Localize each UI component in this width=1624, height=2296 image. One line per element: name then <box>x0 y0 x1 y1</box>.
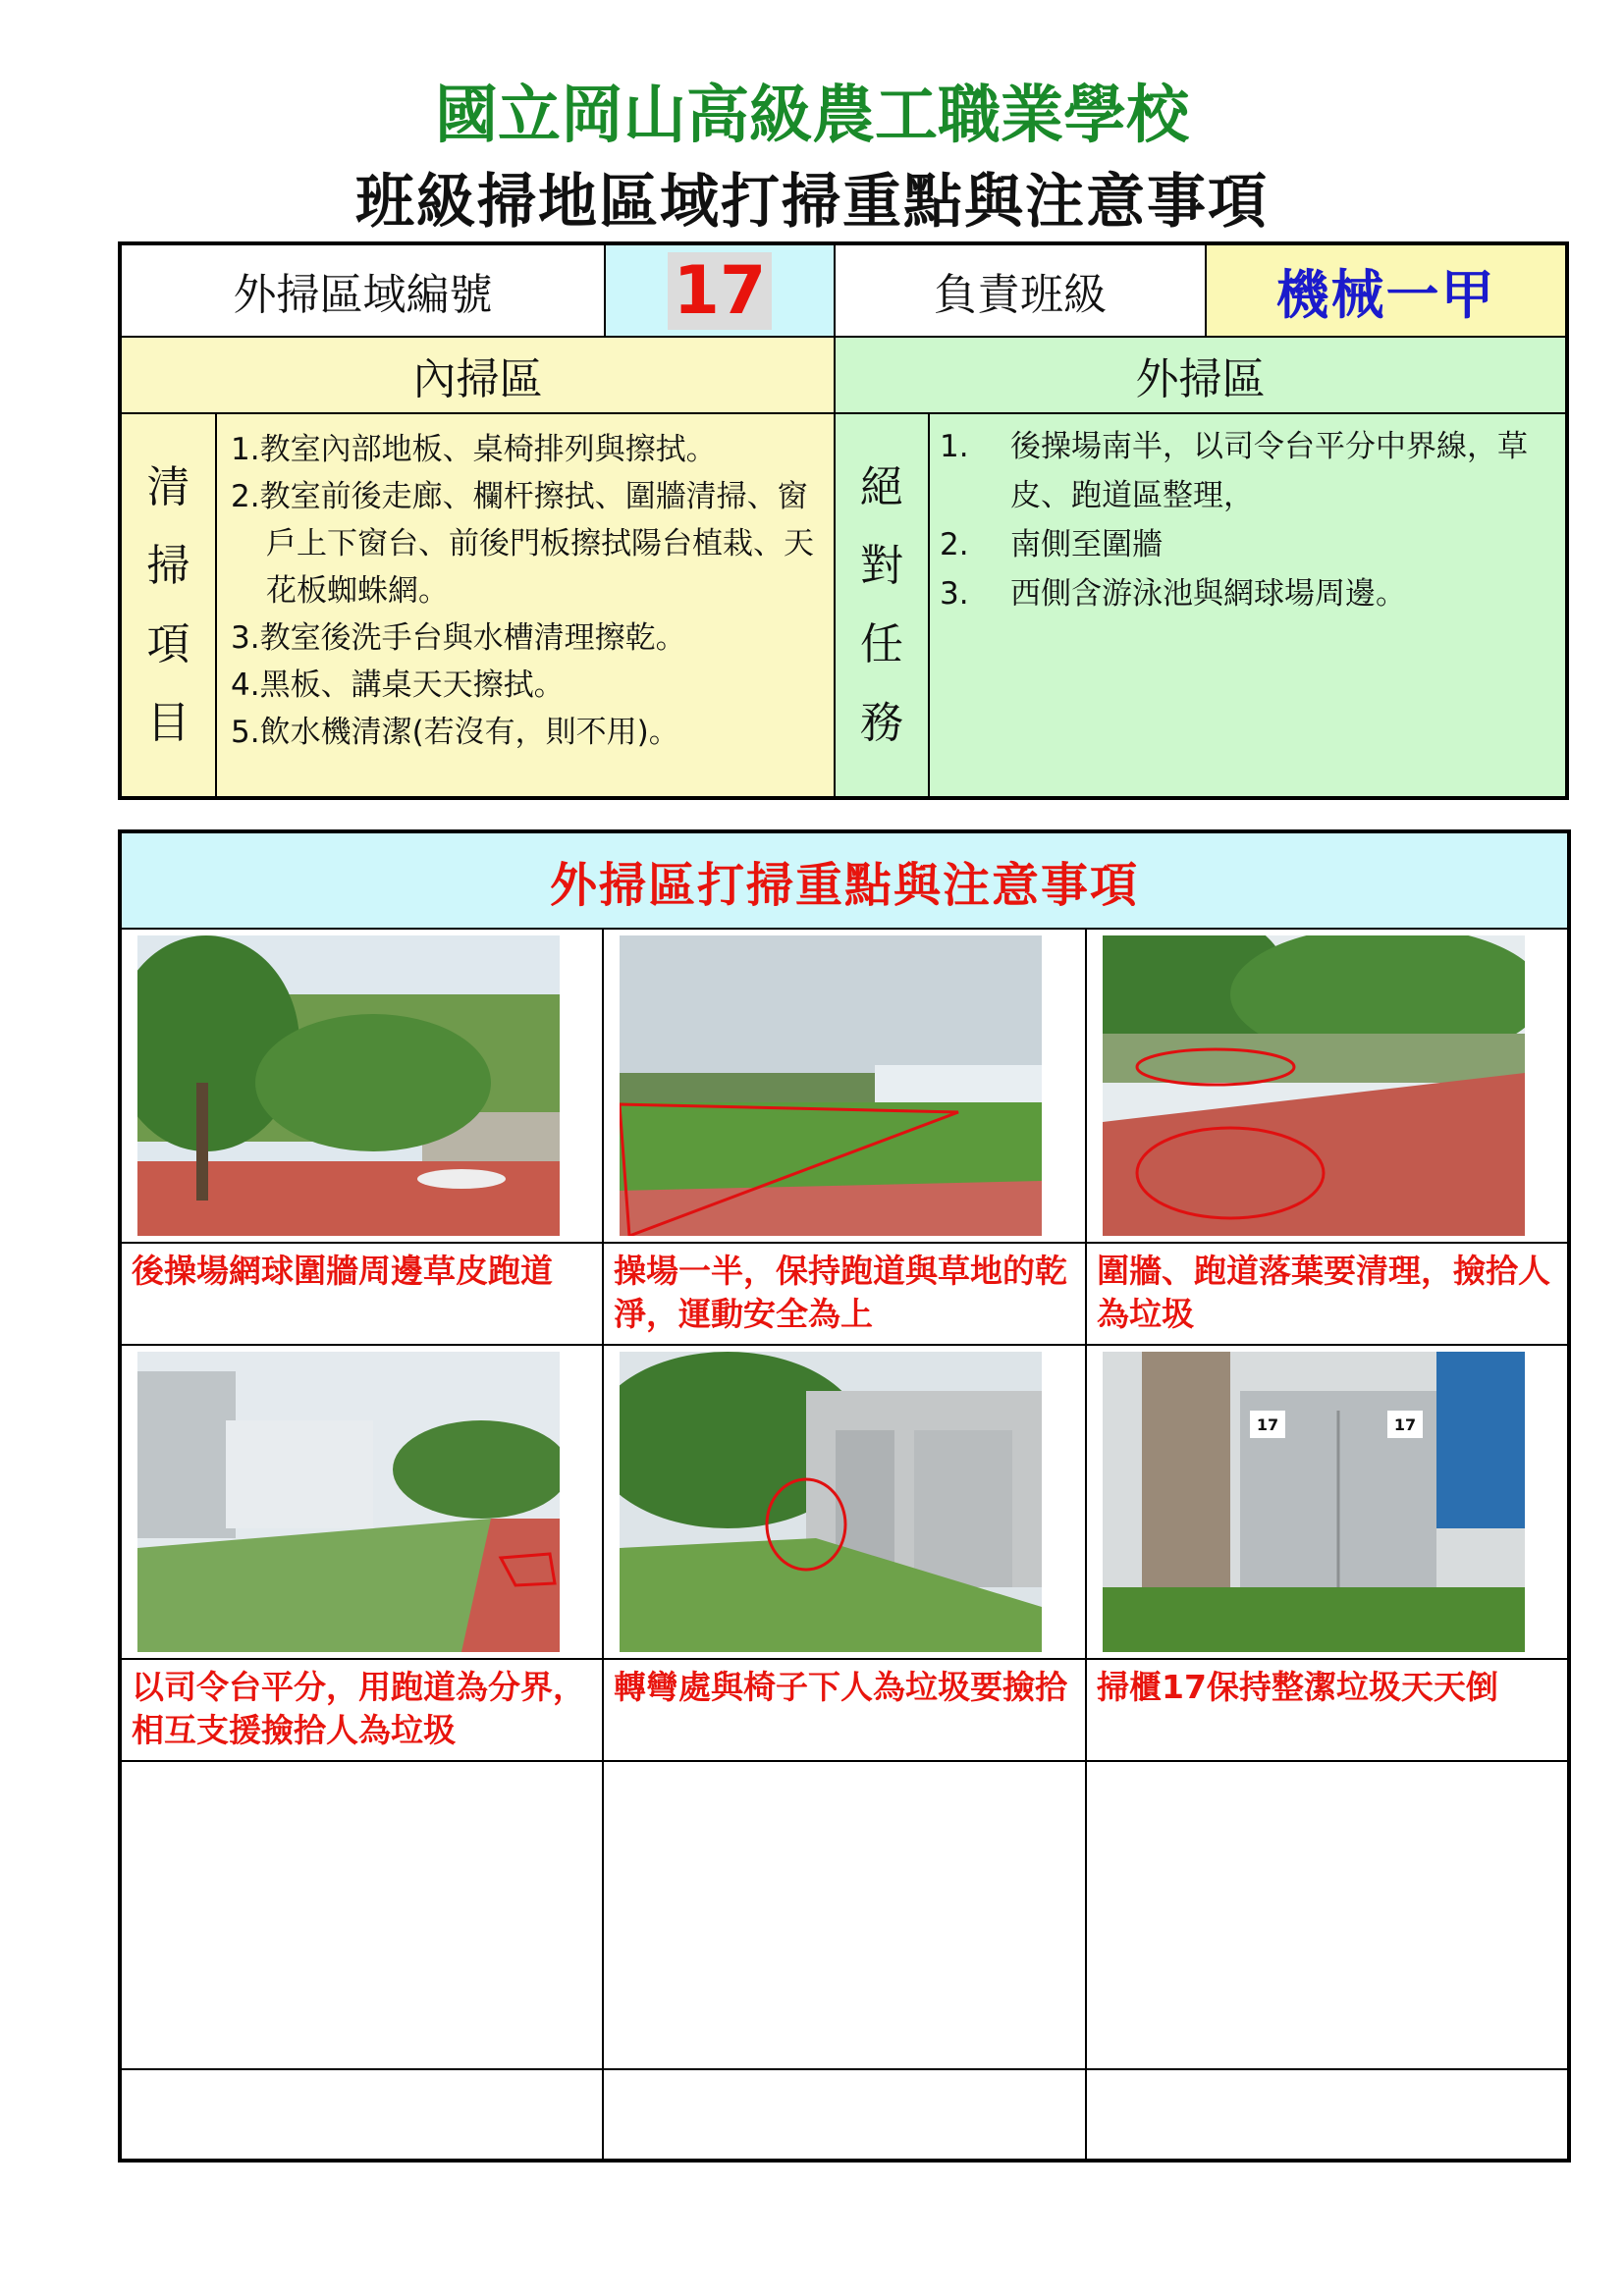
empty-cell <box>120 1761 603 2069</box>
mandatory-tasks-label: 絕 對 任 務 <box>835 413 929 798</box>
zone-number-value: 17 <box>605 243 835 337</box>
photo-corner-chairs <box>620 1352 1042 1652</box>
empty-cell <box>603 2069 1086 2161</box>
photo-wall-leaves <box>1103 935 1525 1236</box>
photo-caption: 掃櫃17保持整潔垃圾天天倒 <box>1086 1659 1569 1761</box>
photo-caption: 操場一半，保持跑道與草地的乾淨，運動安全為上 <box>603 1243 1086 1345</box>
cabinet-tag: 17 <box>1256 1415 1279 1434</box>
photo-cell <box>1086 1345 1569 1659</box>
list-item: 3.教室後洗手台與水槽清理擦乾。 <box>231 620 686 656</box>
class-label: 負責班級 <box>835 243 1206 337</box>
list-item: 3. 西側含游泳池與網球場周邊。 <box>940 576 1406 612</box>
empty-cell <box>120 2069 603 2161</box>
document-title: 班級掃地區域打掃重點與注意事項 <box>355 168 1269 237</box>
list-item: 4.黑板、講桌天天擦拭。 <box>231 667 565 703</box>
inner-cleaning-list <box>216 413 835 798</box>
class-name-value: 機械一甲 <box>1206 243 1567 337</box>
cleaning-items-label: 清 掃 項 目 <box>120 413 216 798</box>
empty-cell <box>603 1761 1086 2069</box>
school-name: 國立岡山高級農工職業學校 <box>435 80 1189 152</box>
notes-table <box>118 829 1571 2163</box>
photo-cell <box>603 929 1086 1243</box>
list-item: 5.飲水機清潔(若沒有，則不用)。 <box>231 715 679 750</box>
photo-cabinet <box>1103 1352 1525 1652</box>
list-item: 1.教室內部地板、桌椅排列與擦拭。 <box>231 432 717 467</box>
empty-cell <box>1086 2069 1569 2161</box>
photo-cell <box>603 1345 1086 1659</box>
photo-caption: 圍牆、跑道落葉要清理，撿拾人為垃圾 <box>1086 1243 1569 1345</box>
list-item: 2. 南側至圍牆 <box>940 527 1163 562</box>
empty-cell <box>1086 1761 1569 2069</box>
photo-caption: 以司令台平分，用跑道為分界，相互支援撿拾人為垃圾 <box>120 1659 603 1761</box>
photo-cell <box>120 929 603 1243</box>
notes-heading: 外掃區打掃重點與注意事項 <box>120 831 1569 929</box>
list-item: 2.教室前後走廊、欄杆擦拭、圍牆清掃、窗戶上下窗台、前後門板擦拭陽台植栽、天花板蜘蛛網。 <box>231 479 814 609</box>
photo-caption: 轉彎處與椅子下人為垃圾要撿拾 <box>603 1659 1086 1761</box>
photo-cell <box>1086 929 1569 1243</box>
photo-cell <box>120 1345 603 1659</box>
cabinet-tag: 17 <box>1393 1415 1417 1434</box>
inner-area-heading: 內掃區 <box>120 337 835 413</box>
outer-area-heading: 外掃區 <box>835 337 1567 413</box>
photo-caption: 後操場網球圍牆周邊草皮跑道 <box>120 1243 603 1345</box>
zone-number-label: 外掃區域編號 <box>120 243 605 337</box>
assignment-table <box>118 241 1569 800</box>
outer-task-list <box>929 413 1567 798</box>
photo-podium <box>137 1352 560 1652</box>
list-item: 1. 後操場南半，以司令台平分中界線，草皮、跑道區整理， <box>940 429 1528 513</box>
photo-track-tennis <box>137 935 560 1236</box>
photo-field-half <box>620 935 1042 1236</box>
